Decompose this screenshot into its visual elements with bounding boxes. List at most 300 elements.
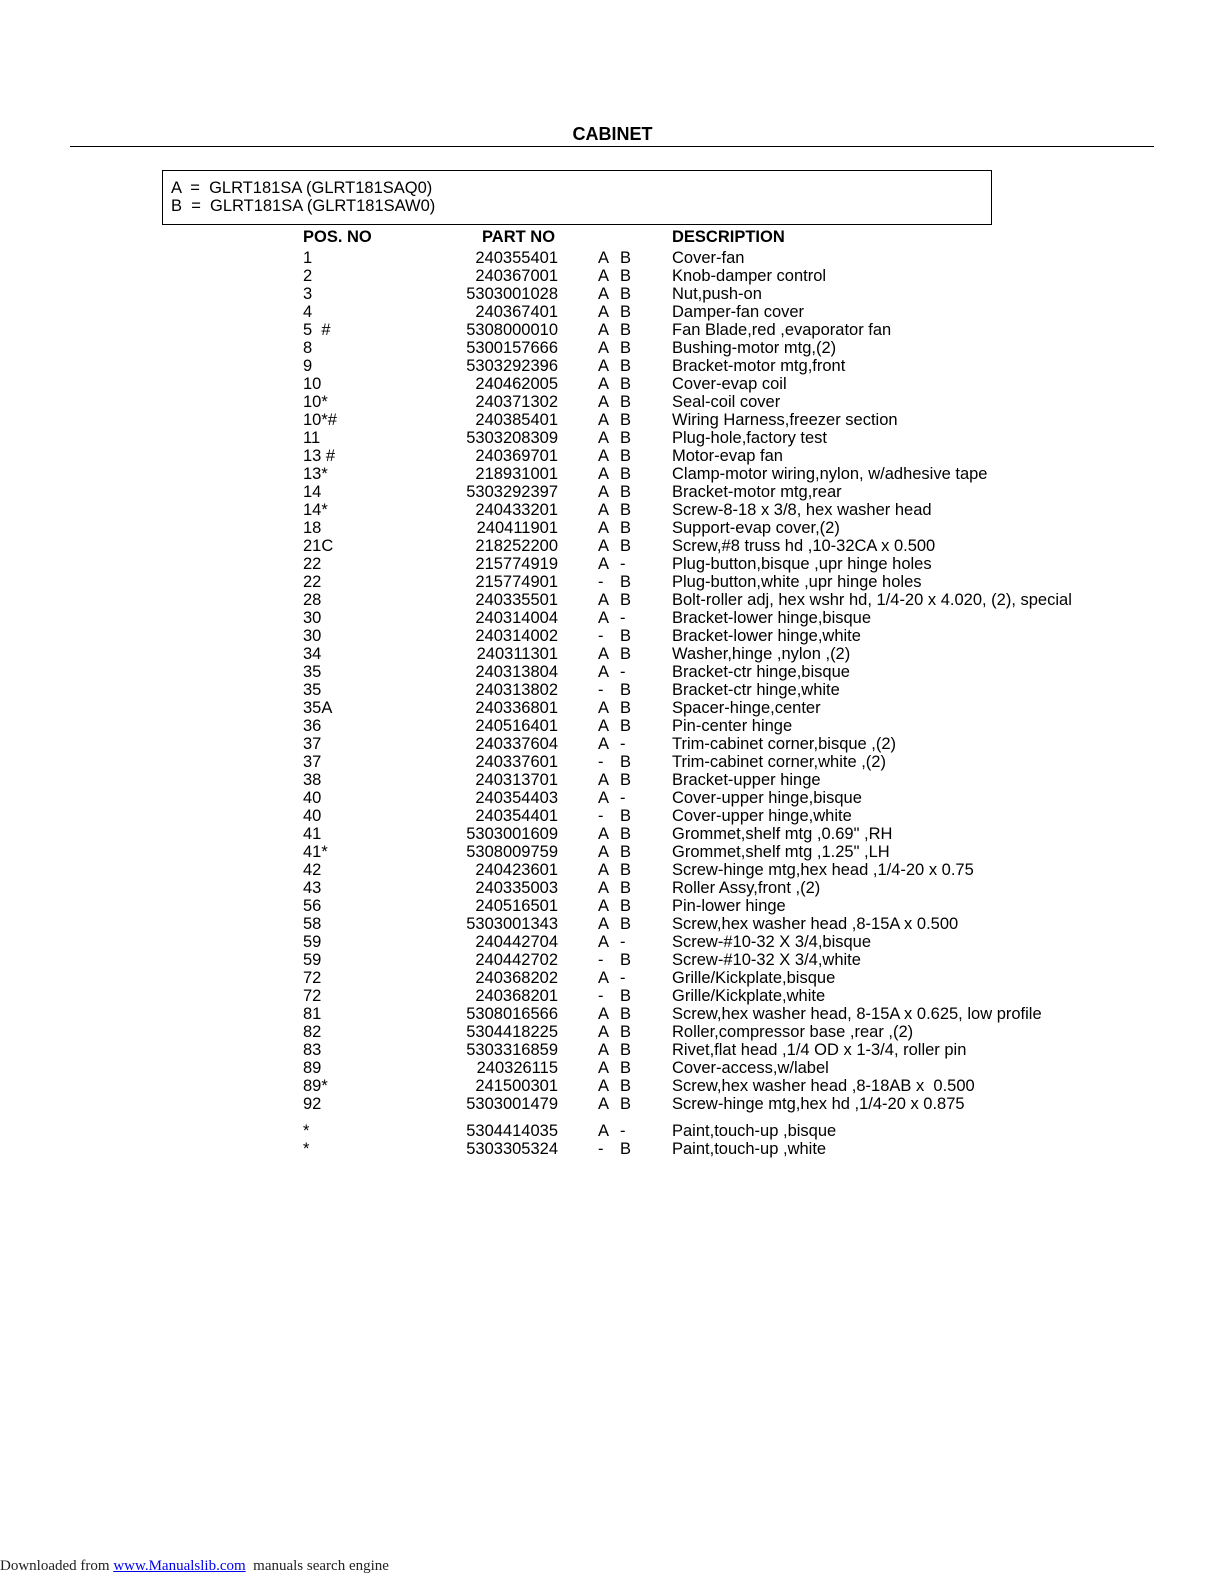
pos-cell: 10* <box>303 393 328 411</box>
parts-table <box>0 249 1225 1158</box>
table-row <box>0 1023 1225 1041</box>
table-row <box>0 915 1225 933</box>
description-cell: Washer,hinge ,nylon ,(2) <box>672 645 851 663</box>
table-row <box>0 1122 1225 1140</box>
model-b-cell: - <box>620 969 626 987</box>
table-row <box>0 789 1225 807</box>
part-number-cell: 5303292396 <box>466 357 558 375</box>
model-b-cell: B <box>620 645 632 663</box>
model-b-cell: B <box>620 807 632 825</box>
model-b-cell: B <box>620 357 632 375</box>
description-cell: Paint,touch-up ,white <box>672 1139 827 1158</box>
table-row <box>0 357 1225 375</box>
model-b-cell: - <box>620 735 626 753</box>
model-b-cell: B <box>620 717 632 735</box>
description-cell: Grille/Kickplate,bisque <box>672 969 836 987</box>
part-number-cell: 240355401 <box>475 249 558 267</box>
description-cell: Clamp-motor wiring,nylon, w/adhesive tape <box>672 465 988 483</box>
model-b-cell: B <box>620 321 632 339</box>
part-number-cell: 240354403 <box>475 789 558 807</box>
table-row <box>0 465 1225 483</box>
model-b-cell: - <box>620 1121 626 1140</box>
table-row <box>0 1095 1225 1113</box>
model-b-cell: - <box>620 933 626 951</box>
model-a-cell: A <box>598 699 610 717</box>
model-a-cell: A <box>598 1121 610 1140</box>
description-cell: Bolt-roller adj, hex wshr hd, 1/4-20 x 4.020, (2), special <box>672 591 1072 609</box>
model-a-cell: - <box>598 753 604 771</box>
description-cell: Grommet,shelf mtg ,0.69" ,RH <box>672 825 893 843</box>
model-b-cell: B <box>620 375 632 393</box>
model-b-cell: - <box>620 663 626 681</box>
table-row <box>0 627 1225 645</box>
description-cell: Roller Assy,front ,(2) <box>672 879 821 897</box>
description-cell: Roller,compressor base ,rear ,(2) <box>672 1023 914 1041</box>
model-a-cell: A <box>598 1023 610 1041</box>
pos-cell: 89 <box>303 1059 322 1077</box>
model-a-cell: A <box>598 645 610 663</box>
model-b-cell: B <box>620 825 632 843</box>
part-number-cell: 240411901 <box>476 519 558 537</box>
part-number-cell: 240311301 <box>476 645 558 663</box>
part-number-cell: 240433201 <box>475 501 558 519</box>
description-cell: Fan Blade,red ,evaporator fan <box>672 321 892 339</box>
model-b-cell: B <box>620 951 632 969</box>
table-row <box>0 825 1225 843</box>
table-row <box>0 663 1225 681</box>
description-cell: Plug-button,white ,upr hinge holes <box>672 573 922 591</box>
model-b-cell: B <box>620 1077 632 1095</box>
part-number-cell: 5303001609 <box>466 825 558 843</box>
model-b-cell: B <box>620 771 632 789</box>
model-a-cell: A <box>598 249 610 267</box>
model-b-cell: B <box>620 879 632 897</box>
model-b-cell: - <box>620 555 626 573</box>
model-b-cell: B <box>620 393 632 411</box>
table-row <box>0 537 1225 555</box>
model-a-cell: A <box>598 501 610 519</box>
table-row <box>0 393 1225 411</box>
pos-cell: 14 <box>303 483 322 501</box>
model-b-cell: B <box>620 1041 632 1059</box>
model-b-cell: B <box>620 537 632 555</box>
part-number-cell: 240314004 <box>475 609 558 627</box>
table-row <box>0 429 1225 447</box>
model-a-cell: - <box>598 987 604 1005</box>
model-a-cell: A <box>598 915 610 933</box>
header-pos: POS. NO <box>303 228 372 246</box>
description-cell: Bracket-ctr hinge,white <box>672 681 840 699</box>
model-a-cell: A <box>598 861 610 879</box>
table-row <box>0 609 1225 627</box>
pos-cell: 8 <box>303 339 313 357</box>
model-b-cell: B <box>620 1023 632 1041</box>
part-number-cell: 240335501 <box>475 591 558 609</box>
description-cell: Support-evap cover,(2) <box>672 519 840 537</box>
part-number-cell: 240516501 <box>475 897 558 915</box>
table-row <box>0 1059 1225 1077</box>
model-a-cell: A <box>598 465 610 483</box>
pos-cell: 89* <box>303 1077 328 1095</box>
table-row <box>0 753 1225 771</box>
description-cell: Bracket-upper hinge <box>672 771 821 789</box>
legend-line-a <box>171 179 991 197</box>
model-a-cell: A <box>598 1005 610 1023</box>
part-number-cell: 240336801 <box>475 699 558 717</box>
model-a-cell: A <box>598 339 610 357</box>
model-a-cell: A <box>598 375 610 393</box>
model-b-cell: B <box>620 591 632 609</box>
description-cell: Screw,hex washer head ,8-18AB x 0.500 <box>672 1077 975 1095</box>
table-row <box>0 987 1225 1005</box>
table-row <box>0 699 1225 717</box>
description-cell: Bracket-lower hinge,white <box>672 627 861 645</box>
pos-cell: 58 <box>303 915 322 933</box>
pos-cell: 30 <box>303 609 322 627</box>
header-part: PART NO <box>482 228 556 246</box>
table-row <box>0 717 1225 735</box>
pos-cell: 35 <box>303 663 322 681</box>
part-number-cell: 240369701 <box>475 447 558 465</box>
pos-cell: 72 <box>303 987 322 1005</box>
legend-line-b <box>171 197 991 215</box>
description-cell: Screw-8-18 x 3/8, hex washer head <box>672 501 932 519</box>
part-number-cell: 240313701 <box>475 771 558 789</box>
table-row <box>0 339 1225 357</box>
pos-cell: 36 <box>303 717 322 735</box>
part-number-cell: 240368201 <box>475 987 558 1005</box>
description-cell: Screw,#8 truss hd ,10-32CA x 0.500 <box>672 537 936 555</box>
pos-cell: 43 <box>303 879 322 897</box>
model-b-cell: B <box>620 1095 632 1113</box>
table-row <box>0 951 1225 969</box>
model-a-cell: A <box>598 357 610 375</box>
description-cell: Bracket-motor mtg,rear <box>672 483 842 501</box>
pos-cell: 3 <box>303 285 313 303</box>
pos-cell: * <box>303 1121 310 1140</box>
model-b-cell: B <box>620 699 632 717</box>
table-row <box>0 897 1225 915</box>
table-row <box>0 843 1225 861</box>
model-a-cell: A <box>598 789 610 807</box>
table-row <box>0 321 1225 339</box>
description-cell: Seal-coil cover <box>672 393 781 411</box>
table-row <box>0 771 1225 789</box>
model-a-cell: A <box>598 591 610 609</box>
pos-cell: 21C <box>303 537 334 555</box>
pos-cell: 13* <box>303 465 328 483</box>
description-cell: Cover-fan <box>672 249 745 267</box>
model-b-cell: B <box>620 1139 632 1158</box>
model-a-cell: A <box>598 825 610 843</box>
legend-model: GLRT181SA (GLRT181SAW0) <box>210 197 436 215</box>
table-row <box>0 591 1225 609</box>
model-b-cell: B <box>620 267 632 285</box>
model-a-cell: - <box>598 951 604 969</box>
pos-cell: 37 <box>303 735 322 753</box>
part-number-cell: 218931001 <box>475 465 558 483</box>
pos-cell: 42 <box>303 861 322 879</box>
legend-eq: = <box>191 197 201 215</box>
table-row <box>0 735 1225 753</box>
pos-cell: 4 <box>303 303 313 321</box>
table-row <box>0 501 1225 519</box>
model-a-cell: A <box>598 933 610 951</box>
pos-cell: * <box>303 1139 310 1158</box>
part-number-cell: 240314002 <box>475 627 558 645</box>
table-row <box>0 645 1225 663</box>
description-cell: Cover-upper hinge,white <box>672 807 852 825</box>
table-row <box>0 879 1225 897</box>
table-row <box>0 483 1225 501</box>
model-b-cell: B <box>620 249 632 267</box>
pos-cell: 13 # <box>303 447 336 465</box>
table-row <box>0 303 1225 321</box>
pos-cell: 10 <box>303 375 322 393</box>
pos-cell: 35 <box>303 681 322 699</box>
part-number-cell: 5303001343 <box>466 915 558 933</box>
model-a-cell: A <box>598 411 610 429</box>
model-b-cell: B <box>620 501 632 519</box>
model-b-cell: - <box>620 789 626 807</box>
pos-cell: 37 <box>303 753 322 771</box>
table-row <box>0 861 1225 879</box>
model-legend-box <box>162 170 992 225</box>
header-desc: DESCRIPTION <box>672 228 785 246</box>
pos-cell: 38 <box>303 771 322 789</box>
model-b-cell: B <box>620 681 632 699</box>
description-cell: Paint,touch-up ,bisque <box>672 1121 837 1140</box>
model-b-cell: B <box>620 573 632 591</box>
part-number-cell: 5303208309 <box>466 429 558 447</box>
model-a-cell: A <box>598 447 610 465</box>
pos-cell: 30 <box>303 627 322 645</box>
model-b-cell: B <box>620 1059 632 1077</box>
pos-cell: 41 <box>303 825 322 843</box>
pos-cell: 81 <box>303 1005 322 1023</box>
pos-cell: 83 <box>303 1041 322 1059</box>
pos-cell: 22 <box>303 573 322 591</box>
legend-key: A <box>171 179 182 197</box>
part-number-cell: 5304414035 <box>466 1121 558 1140</box>
part-number-cell: 240442704 <box>475 933 558 951</box>
description-cell: Pin-center hinge <box>672 717 793 735</box>
description-cell: Nut,push-on <box>672 285 762 303</box>
description-cell: Pin-lower hinge <box>672 897 786 915</box>
model-b-cell: B <box>620 483 632 501</box>
model-a-cell: A <box>598 1095 610 1113</box>
pos-cell: 11 <box>303 429 321 447</box>
part-number-cell: 5303001028 <box>466 285 558 303</box>
description-cell: Cover-access,w/label <box>672 1059 829 1077</box>
part-number-cell: 5308016566 <box>466 1005 558 1023</box>
model-a-cell: A <box>598 843 610 861</box>
part-number-cell: 5303001479 <box>466 1095 558 1113</box>
description-cell: Plug-hole,factory test <box>672 429 827 447</box>
pos-cell: 2 <box>303 267 313 285</box>
pos-cell: 72 <box>303 969 322 987</box>
part-number-cell: 240367401 <box>475 303 558 321</box>
pos-cell: 14* <box>303 501 328 519</box>
part-number-cell: 5308000010 <box>466 321 558 339</box>
table-row <box>0 681 1225 699</box>
legend-model: GLRT181SA (GLRT181SAQ0) <box>209 179 433 197</box>
table-row <box>0 519 1225 537</box>
table-row <box>0 1077 1225 1095</box>
model-a-cell: A <box>598 879 610 897</box>
table-row <box>0 1140 1225 1158</box>
table-row <box>0 249 1225 267</box>
pos-cell: 5 # <box>303 321 331 339</box>
part-number-cell: 240313802 <box>475 681 558 699</box>
model-a-cell: A <box>598 771 610 789</box>
part-number-cell: 5303292397 <box>466 483 558 501</box>
model-a-cell: A <box>598 969 610 987</box>
description-cell: Bracket-motor mtg,front <box>672 357 846 375</box>
model-a-cell: - <box>598 1139 604 1158</box>
table-row <box>0 267 1225 285</box>
table-row <box>0 411 1225 429</box>
model-b-cell: B <box>620 1005 632 1023</box>
description-cell: Plug-button,bisque ,upr hinge holes <box>672 555 932 573</box>
model-a-cell: A <box>598 717 610 735</box>
pos-cell: 40 <box>303 807 322 825</box>
description-cell: Wiring Harness,freezer section <box>672 411 898 429</box>
part-number-cell: 240354401 <box>475 807 558 825</box>
model-b-cell: B <box>620 285 632 303</box>
pos-cell: 10*# <box>303 411 337 429</box>
part-number-cell: 240423601 <box>475 861 558 879</box>
manualslib-link[interactable]: www.Manualslib.com <box>113 1558 246 1574</box>
part-number-cell: 5308009759 <box>466 843 558 861</box>
model-a-cell: A <box>598 321 610 339</box>
model-b-cell: B <box>620 303 632 321</box>
table-row <box>0 1041 1225 1059</box>
part-number-cell: 240368202 <box>475 969 558 987</box>
description-cell: Grommet,shelf mtg ,1.25" ,LH <box>672 843 890 861</box>
model-a-cell: A <box>598 1077 610 1095</box>
description-cell: Damper-fan cover <box>672 303 805 321</box>
pos-cell: 9 <box>303 357 313 375</box>
pos-cell: 56 <box>303 897 322 915</box>
model-a-cell: A <box>598 429 610 447</box>
pos-cell: 40 <box>303 789 322 807</box>
part-number-cell: 215774919 <box>475 555 558 573</box>
model-a-cell: A <box>598 483 610 501</box>
part-number-cell: 240337604 <box>475 735 558 753</box>
footer <box>0 1558 389 1575</box>
part-number-cell: 241500301 <box>475 1077 558 1095</box>
description-cell: Cover-evap coil <box>672 375 787 393</box>
model-b-cell: B <box>620 915 632 933</box>
pos-cell: 92 <box>303 1095 322 1113</box>
model-a-cell: A <box>598 537 610 555</box>
pos-cell: 22 <box>303 555 322 573</box>
pos-cell: 18 <box>303 519 322 537</box>
table-row <box>0 933 1225 951</box>
footer-prefix: Downloaded from <box>0 1558 114 1574</box>
part-number-cell: 240385401 <box>475 411 558 429</box>
table-row <box>0 969 1225 987</box>
part-number-cell: 240462005 <box>475 375 558 393</box>
model-a-cell: A <box>598 555 610 573</box>
pos-cell: 35A <box>303 699 333 717</box>
model-a-cell: A <box>598 897 610 915</box>
description-cell: Trim-cabinet corner,white ,(2) <box>672 753 886 771</box>
table-row <box>0 447 1225 465</box>
pos-cell: 28 <box>303 591 322 609</box>
part-number-cell: 240442702 <box>475 951 558 969</box>
part-number-cell: 5300157666 <box>466 339 558 357</box>
description-cell: Screw,hex washer head ,8-15A x 0.500 <box>672 915 959 933</box>
part-number-cell: 215774901 <box>475 573 558 591</box>
model-b-cell: B <box>620 447 632 465</box>
part-number-cell: 240516401 <box>475 717 558 735</box>
model-b-cell: B <box>620 753 632 771</box>
part-number-cell: 240337601 <box>475 753 558 771</box>
description-cell: Trim-cabinet corner,bisque ,(2) <box>672 735 897 753</box>
model-b-cell: B <box>620 411 632 429</box>
description-cell: Screw,hex washer head, 8-15A x 0.625, low profile <box>672 1005 1042 1023</box>
description-cell: Rivet,flat head ,1/4 OD x 1-3/4, roller pin <box>672 1041 967 1059</box>
description-cell: Knob-damper control <box>672 267 827 285</box>
model-a-cell: A <box>598 519 610 537</box>
pos-cell: 59 <box>303 951 322 969</box>
description-cell: Screw-#10-32 X 3/4,white <box>672 951 861 969</box>
part-number-cell: 5303305324 <box>466 1139 558 1158</box>
model-a-cell: A <box>598 285 610 303</box>
footer-suffix: manuals search engine <box>245 1558 389 1574</box>
description-cell: Cover-upper hinge,bisque <box>672 789 862 807</box>
title-rule <box>70 146 1154 147</box>
part-number-cell: 240367001 <box>475 267 558 285</box>
model-a-cell: A <box>598 663 610 681</box>
pos-cell: 82 <box>303 1023 322 1041</box>
description-cell: Bushing-motor mtg,(2) <box>672 339 837 357</box>
table-row <box>0 285 1225 303</box>
model-a-cell: A <box>598 609 610 627</box>
description-cell: Screw-#10-32 X 3/4,bisque <box>672 933 872 951</box>
table-row <box>0 555 1225 573</box>
description-cell: Screw-hinge mtg,hex head ,1/4-20 x 0.75 <box>672 861 974 879</box>
description-cell: Bracket-ctr hinge,bisque <box>672 663 850 681</box>
pos-cell: 34 <box>303 645 322 663</box>
legend-eq: = <box>190 179 200 197</box>
model-a-cell: A <box>598 735 610 753</box>
model-a-cell: - <box>598 681 604 699</box>
part-number-cell: 240335003 <box>475 879 558 897</box>
description-cell: Motor-evap fan <box>672 447 783 465</box>
pos-cell: 59 <box>303 933 322 951</box>
model-b-cell: B <box>620 339 632 357</box>
model-b-cell: B <box>620 861 632 879</box>
model-b-cell: B <box>620 465 632 483</box>
table-row <box>0 807 1225 825</box>
table-row <box>0 1005 1225 1023</box>
description-cell: Grille/Kickplate,white <box>672 987 826 1005</box>
model-a-cell: A <box>598 1041 610 1059</box>
description-cell: Screw-hinge mtg,hex hd ,1/4-20 x 0.875 <box>672 1095 965 1113</box>
model-b-cell: B <box>620 987 632 1005</box>
part-number-cell: 5303316859 <box>466 1041 558 1059</box>
part-number-cell: 218252200 <box>475 537 558 555</box>
pos-cell: 41* <box>303 843 328 861</box>
model-a-cell: - <box>598 627 604 645</box>
model-b-cell: B <box>620 897 632 915</box>
model-b-cell: B <box>620 627 632 645</box>
part-number-cell: 5304418225 <box>466 1023 558 1041</box>
part-number-cell: 240326115 <box>476 1059 558 1077</box>
